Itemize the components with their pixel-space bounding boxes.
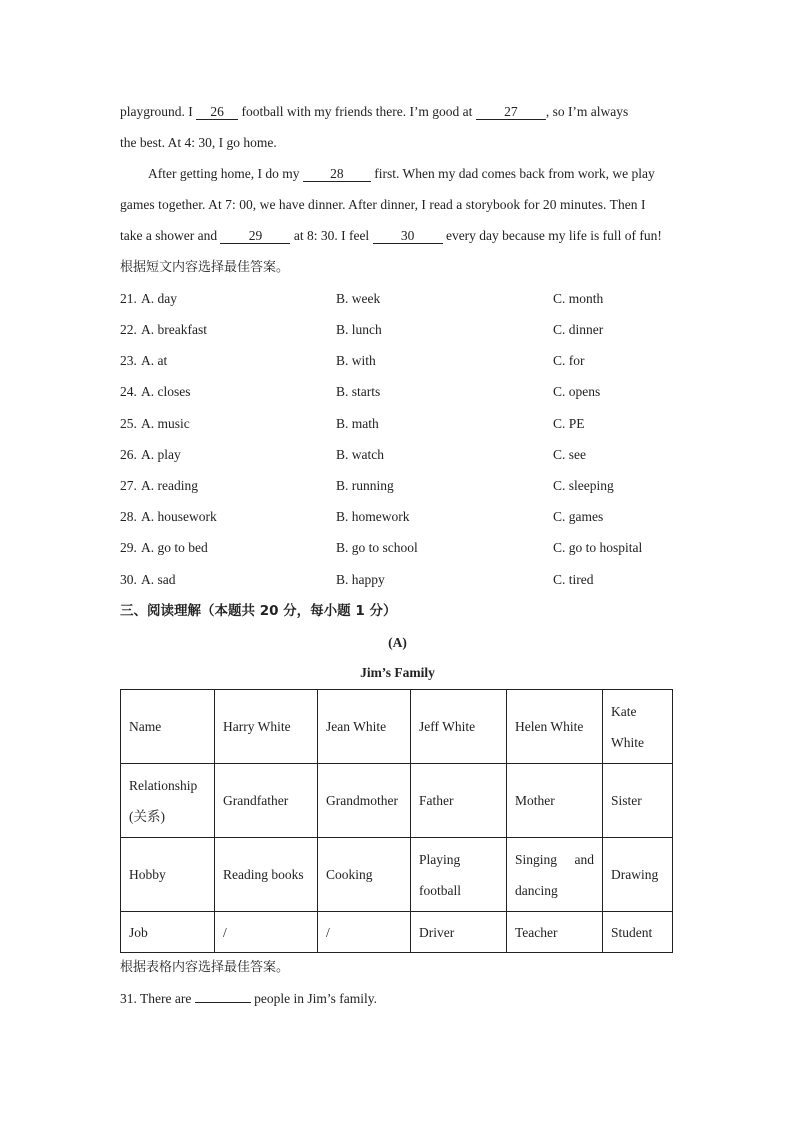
table-cell: Relationship (关系)	[121, 764, 215, 838]
option-a: A. day	[141, 291, 177, 306]
table-row	[121, 838, 673, 912]
option-a: A. play	[141, 447, 181, 462]
option-a: A. at	[141, 353, 168, 368]
table-cell: Harry White	[215, 690, 318, 764]
option-b: B. math	[336, 416, 379, 431]
table-cell: /	[318, 912, 411, 953]
section-heading: 三、阅读理解（本题共 20 分，每小题 1 分）	[120, 603, 397, 619]
passage-text: at 8: 30. I feel	[290, 228, 373, 243]
table-instruction: 根据表格内容选择最佳答案。	[120, 960, 290, 975]
question-number: 27.	[120, 478, 137, 493]
table-cell: Grandmother	[318, 764, 411, 838]
option-a: A. breakfast	[141, 322, 207, 337]
option-b: B. homework	[336, 509, 410, 524]
option-c: C. sleeping	[553, 478, 614, 493]
option-c: C. opens	[553, 384, 601, 399]
passage-line-5	[120, 227, 662, 245]
table-cell: Name	[121, 690, 215, 764]
passage-text: first. When my dad comes back from work, we play	[370, 166, 655, 181]
question-number: 26.	[120, 447, 137, 462]
table-cell: Grandfather	[215, 764, 318, 838]
question-text: people in Jim’s family.	[250, 991, 377, 1006]
option-c: C. for	[553, 353, 585, 368]
table-cell: Student	[603, 912, 673, 953]
table-cell	[507, 838, 603, 912]
table-cell: Driver	[411, 912, 507, 953]
option-c: C. PE	[553, 416, 585, 431]
option-b: B. with	[336, 353, 376, 368]
table-cell: Helen White	[507, 690, 603, 764]
option-c: C. go to hospital	[553, 540, 643, 555]
option-a: A. housework	[141, 509, 217, 524]
passage-text: , so I’m always	[545, 104, 629, 119]
option-a: A. reading	[141, 478, 198, 493]
table-cell: Kate White	[603, 690, 673, 764]
table-row	[121, 690, 673, 764]
table-cell: Playing football	[411, 838, 507, 912]
passage-line-4: games together. At 7: 00, we have dinner. After dinner, I read a storybook for 20 minutes. Then I	[120, 197, 646, 212]
option-a: A. go to bed	[141, 540, 208, 555]
cell-line	[515, 844, 594, 875]
table-cell: Jeff White	[411, 690, 507, 764]
passage-a-label: (A)	[388, 635, 407, 650]
question-number: 21.	[120, 291, 137, 306]
blank-27: 27	[476, 104, 546, 120]
table-cell: Jean White	[318, 690, 411, 764]
option-c: C. dinner	[553, 322, 604, 337]
table-cell: Father	[411, 764, 507, 838]
blank-28: 28	[303, 166, 371, 182]
option-c: C. tired	[553, 572, 594, 587]
blank-30: 30	[373, 228, 443, 244]
question-number: 25.	[120, 416, 137, 431]
question-number: 23.	[120, 353, 137, 368]
option-b: B. go to school	[336, 540, 418, 555]
table-cell: /	[215, 912, 318, 953]
table-title: Jim’s Family	[360, 665, 435, 680]
passage-text: playground. I	[120, 104, 197, 119]
table-row	[121, 764, 673, 838]
passage-instruction: 根据短文内容选择最佳答案。	[120, 260, 290, 275]
table-cell: Drawing	[603, 838, 673, 912]
passage-text: take a shower and	[120, 228, 221, 243]
passage-text: football with my friends there. I’m good at	[238, 104, 476, 119]
blank-29: 29	[220, 228, 290, 244]
option-a: A. sad	[141, 572, 176, 587]
table-cell: Cooking	[318, 838, 411, 912]
option-b: B. watch	[336, 447, 384, 462]
table-cell: Hobby	[121, 838, 215, 912]
family-table	[120, 689, 673, 953]
table-row	[121, 912, 673, 953]
question-number: 30.	[120, 572, 137, 587]
question-number: 22.	[120, 322, 137, 337]
cell-word: dancing	[515, 882, 558, 898]
question-number: 29.	[120, 540, 137, 555]
option-b: B. week	[336, 291, 381, 306]
question-number: 28.	[120, 509, 137, 524]
option-b: B. lunch	[336, 322, 382, 337]
passage-text: After getting home, I do my	[148, 166, 303, 181]
cell-word: and	[574, 851, 594, 867]
option-c: C. games	[553, 509, 604, 524]
blank-26: 26	[196, 104, 238, 120]
option-a: A. music	[141, 416, 190, 431]
option-b: B. running	[336, 478, 394, 493]
table-cell: Reading books	[215, 838, 318, 912]
question-text: 31. There are	[120, 991, 195, 1006]
table-cell: Teacher	[507, 912, 603, 953]
table-cell: Job	[121, 912, 215, 953]
option-c: C. see	[553, 447, 586, 462]
option-c: C. month	[553, 291, 604, 306]
question-31	[120, 990, 377, 1008]
option-b: B. starts	[336, 384, 381, 399]
passage-line-2: the best. At 4: 30, I go home.	[120, 135, 277, 150]
question-number: 24.	[120, 384, 137, 399]
option-a: A. closes	[141, 384, 191, 399]
table-cell: Sister	[603, 764, 673, 838]
option-b: B. happy	[336, 572, 385, 587]
passage-line-1	[120, 103, 675, 121]
passage-line-3	[148, 165, 675, 183]
table-cell: Mother	[507, 764, 603, 838]
passage-text: every day because my life is full of fun!	[442, 228, 662, 243]
cell-word: Singing	[515, 851, 558, 867]
blank-31	[195, 1002, 251, 1003]
